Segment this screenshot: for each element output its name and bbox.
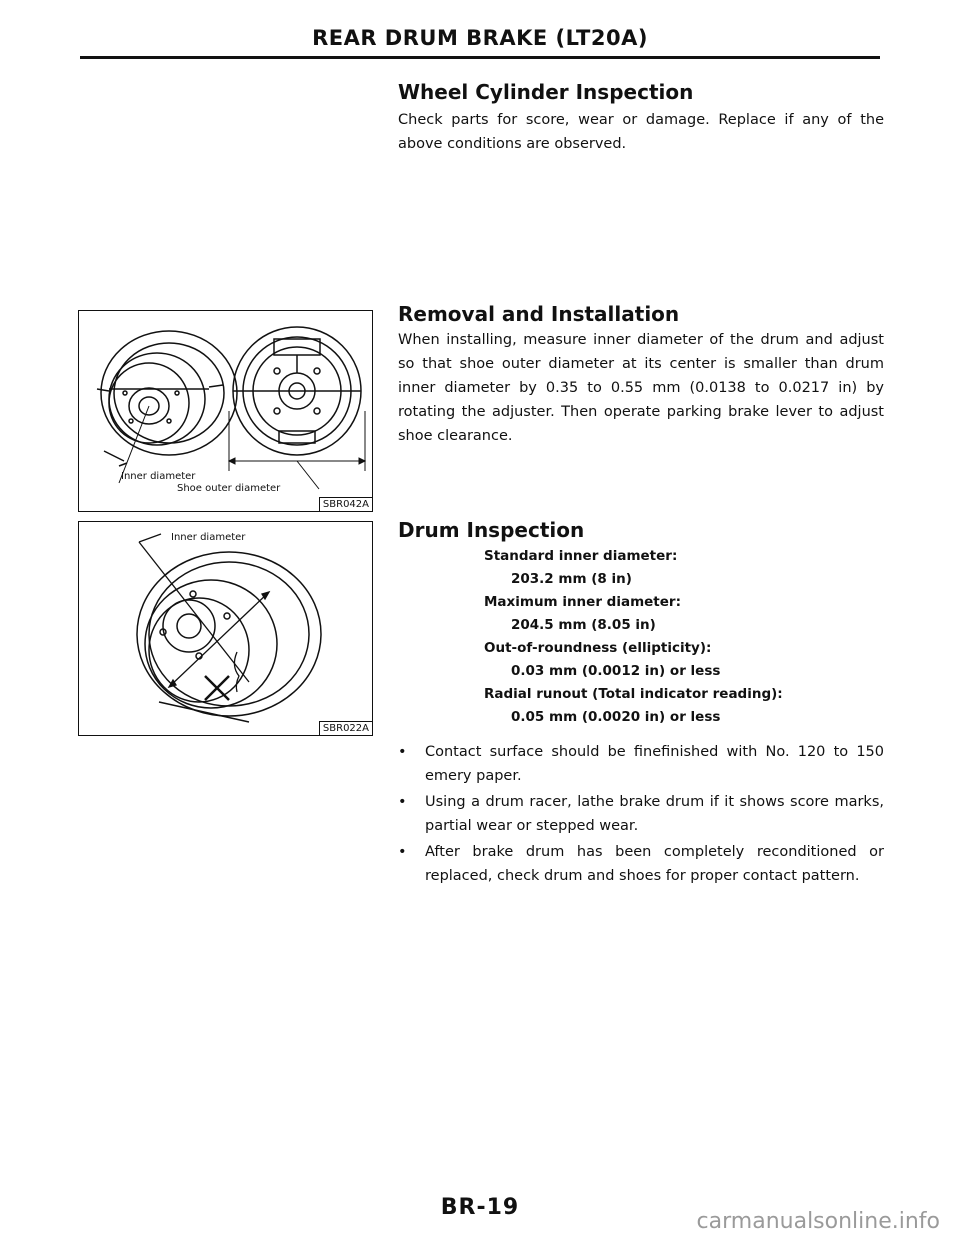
bullet-text: After brake drum has been completely reconditioned or replaced, check drum and shoes for proper contact pattern. — [425, 844, 884, 884]
page-number: BR-19 — [440, 1195, 520, 1220]
fig1-code: SBR042A — [319, 497, 372, 511]
removal-heading: Removal and Installation — [398, 302, 680, 326]
figure-drum-inspection — [78, 521, 373, 736]
spec-label: Standard inner diameter: — [484, 548, 678, 564]
spec-value: 204.5 mm (8.05 in) — [511, 617, 656, 633]
page-title: REAR DRUM BRAKE (LT20A) — [312, 26, 648, 50]
watermark-text: carmanualsonline.info — [696, 1209, 940, 1234]
fig1-inner-diameter-label: Inner diameter — [121, 471, 196, 482]
bullet-text: Contact surface should be finefinished with No. 120 to 150 emery paper. — [425, 744, 884, 784]
fig1-shoe-outer-label: Shoe outer diameter — [177, 483, 281, 494]
drum-inspection-heading: Drum Inspection — [398, 518, 585, 542]
list-item — [398, 840, 884, 888]
bullet-list — [398, 740, 884, 890]
spec-value: 0.05 mm (0.0020 in) or less — [511, 709, 721, 725]
spec-label: Out-of-roundness (ellipticity): — [484, 640, 712, 656]
drum-measure-illustration — [79, 522, 372, 735]
bullet-icon: • — [398, 794, 407, 810]
removal-text: When installing, measure inner diameter of the drum and adjust so that shoe outer diameter at its center is smaller than drum inner diameter by 0.35 to 0.55 mm (0.0138 to 0.0217 in) by rotating the adjuster. Then operate parking brake lever to adjust shoe clearance. — [398, 332, 884, 444]
header-rule — [80, 56, 880, 59]
bullet-text: Using a drum racer, lathe brake drum if it shows score marks, partial wear or stepped wear. — [425, 794, 884, 834]
wheel-cylinder-heading: Wheel Cylinder Inspection — [398, 80, 694, 104]
wheel-cylinder-text: Check parts for score, wear or damage. Replace if any of the above conditions are observed. — [398, 112, 884, 152]
list-item — [398, 740, 884, 788]
fig2-inner-diameter-label: Inner diameter — [171, 532, 246, 543]
bullet-icon: • — [398, 744, 407, 760]
spec-label: Maximum inner diameter: — [484, 594, 681, 610]
fig2-code: SBR022A — [319, 721, 372, 735]
spec-value: 203.2 mm (8 in) — [511, 571, 632, 587]
bullet-icon: • — [398, 844, 407, 860]
spec-label: Radial runout (Total indicator reading): — [484, 686, 783, 702]
figure-drum-and-shoe — [78, 310, 373, 512]
spec-list — [484, 545, 783, 729]
list-item — [398, 790, 884, 838]
spec-value: 0.03 mm (0.0012 in) or less — [511, 663, 721, 679]
